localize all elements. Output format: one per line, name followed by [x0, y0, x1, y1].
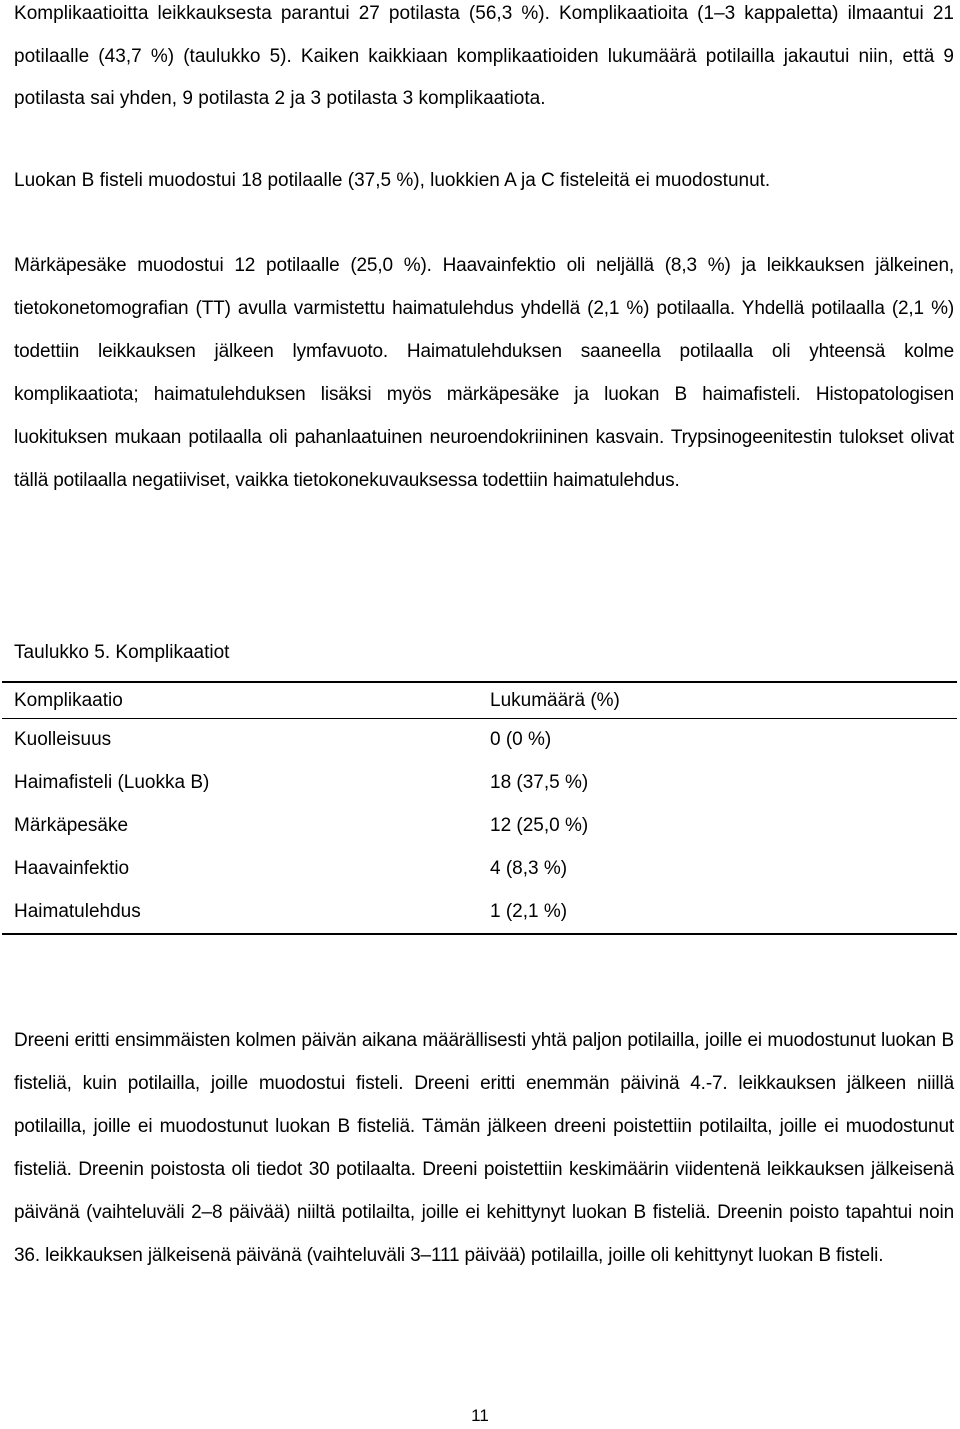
table-cell-count: 1 (2,1 %): [490, 901, 568, 922]
table-header-row: [2, 682, 957, 719]
table-cell-complication: Haimatulehdus: [14, 901, 141, 922]
paragraph-complication-summary: Komplikaatioitta leikkauksesta parantui 27 potilasta (56,3 %). Komplikaatioita (1–3 kappaletta) ilmaantui 21 potilaalle (43,7 %) (taulukko 5). Kaiken kaikkiaan komplikaatioiden lukumäärä potilailla jakautui niin, että 9 potilasta sai yhden, 9 potilasta 2 ja 3 potilasta 3 komplikaatiota.: [14, 3, 954, 109]
table-cell-count: 12 (25,0 %): [490, 815, 589, 837]
table-cell-complication: Kuolleisuus: [14, 729, 112, 751]
table-cell-complication: Haimafisteli (Luokka B): [14, 772, 210, 794]
paragraph-abscess-infection: Märkäpesäke muodostui 12 potilaalle (25,0 %). Haavainfektio oli neljällä (8,3 %) ja leikkauksen jälkeinen, tietokonetomografian (TT) avulla varmistettu haimatulehdus yhdellä (2,1 %) potilaalla. Yhdellä potilaalla (2,1 %) todettiin leikkauksen jälkeen lymfavuoto. Haimatulehduksen saaneella potilaalla oli yhteensä kolme komplikaatiota; haimatulehduksen lisäksi myös märkäpesäke ja luokan B haimafisteli. Histopatologisen luokituksen mukaan potilaalla oli pahanlaatuinen neuroendokriininen kasvain. Trypsinogeenitestin tulokset olivat tällä potilaalla negatiiviset, vaikka tietokonekuvauksessa todettiin haimatulehdus.: [14, 255, 954, 491]
table-row: [2, 719, 957, 762]
header-count: Lukumäärä (%): [490, 689, 620, 711]
table-row: [2, 805, 957, 848]
complications-table: [2, 681, 957, 935]
paragraph-drain: Dreeni eritti ensimmäisten kolmen päivän aikana määrällisesti yhtä paljon potilailla, joille ei muodostunut luokan B fisteliä, kuin potilailla, joille muodostui fisteli. Dreeni eritti enemmän päivinä 4.-7. leikkauksen jälkeen niillä potilailla, joille ei muodostunut luokan B fisteliä. Tämän jälkeen dreeni poistettiin potilailta, joille ei muodostunut fisteliä. Dreenin poistosta oli tiedot 30 potilaalta. Dreeni poistettiin keskimäärin viidentenä leikkauksen jälkeisenä päivänä (vaihteluväli 2–8 päivää) niiltä potilailta, joille ei kehittynyt luokan B fisteliä. Dreenin poisto tapahtui noin 36. leikkauksen jälkeisenä päivänä (vaihteluväli 3–111 päivää) potilailla, joille oli kehittynyt luokan B fisteli.: [14, 1030, 954, 1266]
table-row: [2, 762, 957, 805]
page-number: 11: [471, 1406, 489, 1425]
table-cell-complication: Märkäpesäke: [14, 815, 129, 837]
table-caption: Taulukko 5. Komplikaatiot: [14, 642, 230, 663]
table-cell-count: 18 (37,5 %): [490, 772, 589, 794]
paragraph-fistula: Luokan B fisteli muodostui 18 potilaalle (37,5 %), luokkien A ja C fisteleitä ei muodostunut.: [14, 170, 771, 191]
table-row: [2, 891, 957, 935]
table-cell-complication: Haavainfektio: [14, 858, 130, 880]
table-cell-count: 0 (0 %): [490, 729, 552, 751]
table-row: [2, 848, 957, 891]
header-complication: Komplikaatio: [14, 689, 123, 711]
table-cell-count: 4 (8,3 %): [490, 858, 568, 880]
